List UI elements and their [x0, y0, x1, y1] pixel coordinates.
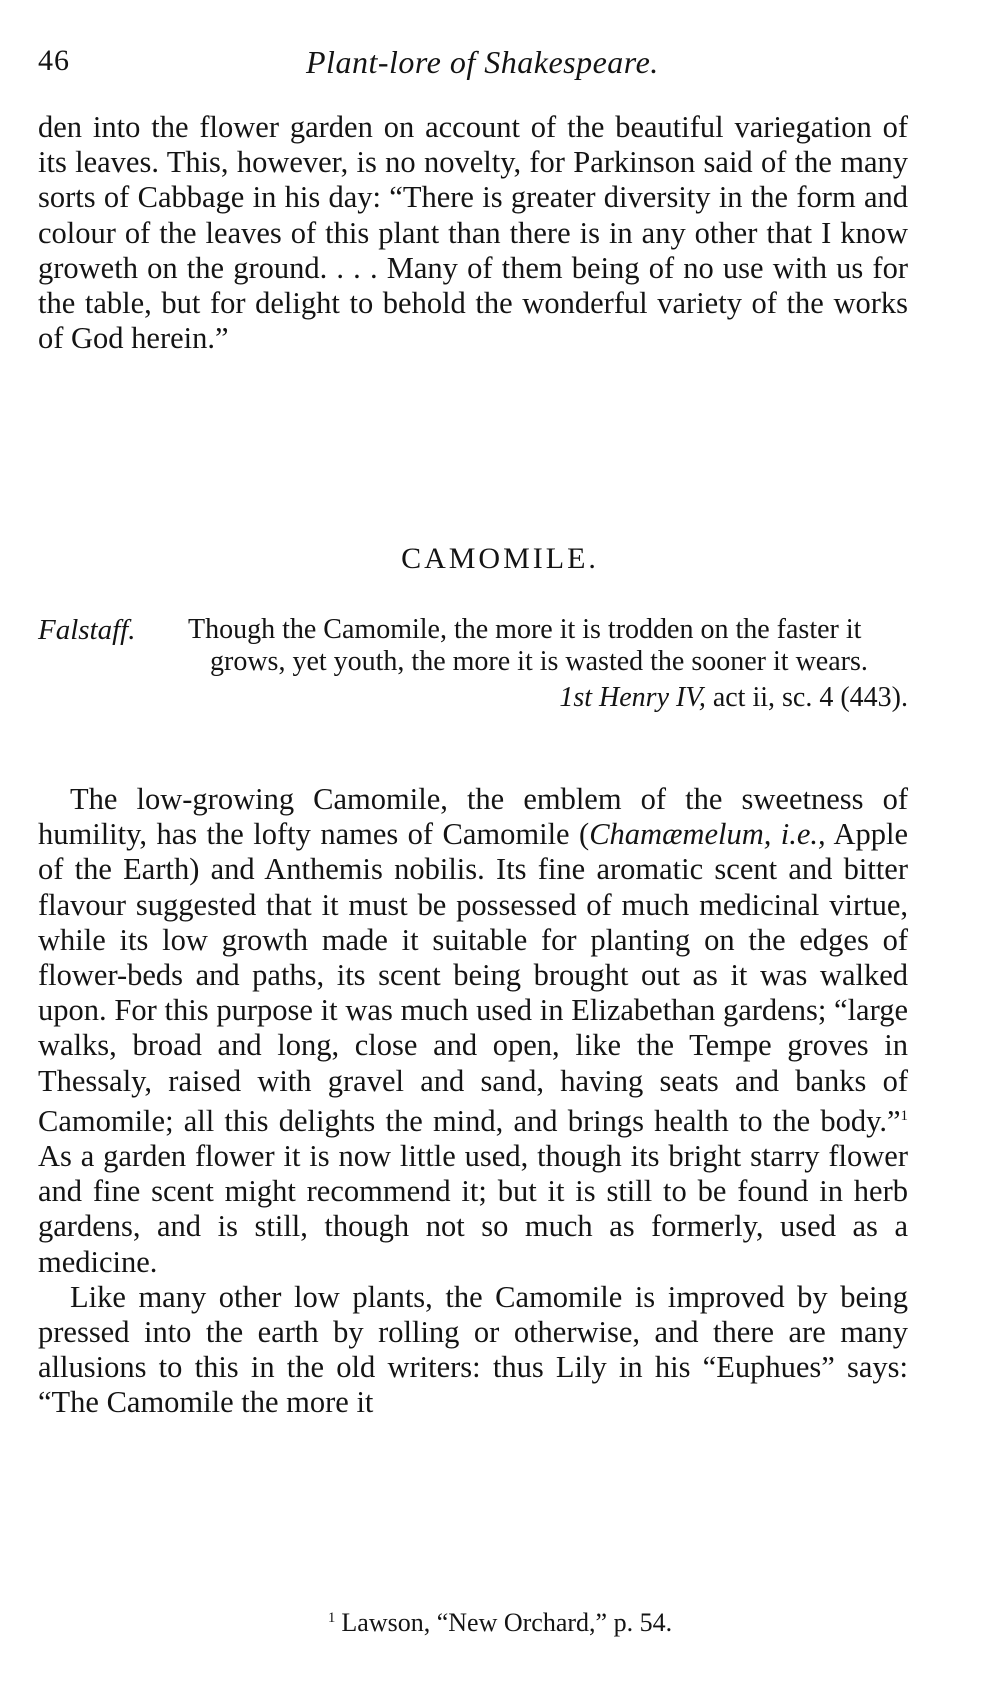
- quote-speaker: Falstaff.: [38, 614, 136, 646]
- paragraph-1-part-3: As a garden flower it is now little used, though its bright starry flower and fine scent might recommend it; but it is still to be found in herb gardens, and is still, though not so much as formerly, used as a medicine.: [38, 1139, 908, 1279]
- main-text: [38, 782, 908, 1421]
- paragraph-camomile-2: Like many other low plants, the Camomile is improved by being pressed into the earth by rolling or otherwise, and there are many allusions to this in the old writers: thus Lily in his “Euphues” says: “The Camomile the more it: [38, 1279, 908, 1420]
- epigraph-quote: [38, 614, 908, 714]
- paragraph-1-part-1: The low-growing Camomile, the emblem of the sweetness of humility, has the lofty names of Camomile (: [38, 782, 908, 852]
- continuation-block: [38, 110, 908, 356]
- paragraph-1-part-2: Apple of the Earth) and Anthemis nobilis. Its fine aromatic scent and bitter flavour suggested that it must be possessed of much medicinal virtue, while its low growth made it suitable for planting on the edges of flower-beds and paths, its scent being brought out as it was walked upon. For this purpose it was much used in Elizabethan gardens; “large walks, broad and long, close and open, like the Tempe groves in Thessaly, raised with gravel and sand, having seats and banks of Camomile; all this delights the mind, and brings health to the body.”: [38, 817, 908, 1138]
- quote-source-title: 1st Henry IV,: [559, 682, 706, 713]
- section-heading: CAMOMILE.: [401, 542, 599, 575]
- quote-source: [38, 682, 908, 714]
- footnote-reference: 1: [900, 1107, 908, 1124]
- footnote-text: Lawson, “New Orchard,” p. 54.: [341, 1608, 673, 1637]
- quote-text: Though the Camomile, the more it is trodden on the faster it grows, yet youth, the more it is wasted the sooner it wears.: [188, 614, 868, 677]
- page-number: 46: [38, 44, 70, 77]
- page-header: [38, 44, 908, 84]
- quote-source-ref: act ii, sc. 4 (443).: [712, 682, 908, 713]
- footnote: [0, 1608, 1000, 1638]
- paragraph-1-italic: Chamæmelum, i.e.,: [589, 817, 826, 852]
- continuation-paragraph: den into the flower garden on account of the beautiful variegation of its leaves. This, however, is no novelty, for Parkinson said of the many sorts of Cabbage in his day: “There is greater diversity in the form and colour of the leaves of this plant than there is in any other that I know groweth on the ground. . . . Many of them being of no use with us for the table, but for delight to behold the wonderful variety of the works of God herein.”: [38, 110, 908, 356]
- paragraph-camomile-1: [38, 782, 908, 1280]
- running-title: Plant-lore of Shakespeare.: [306, 44, 659, 80]
- footnote-marker: 1: [327, 1610, 336, 1626]
